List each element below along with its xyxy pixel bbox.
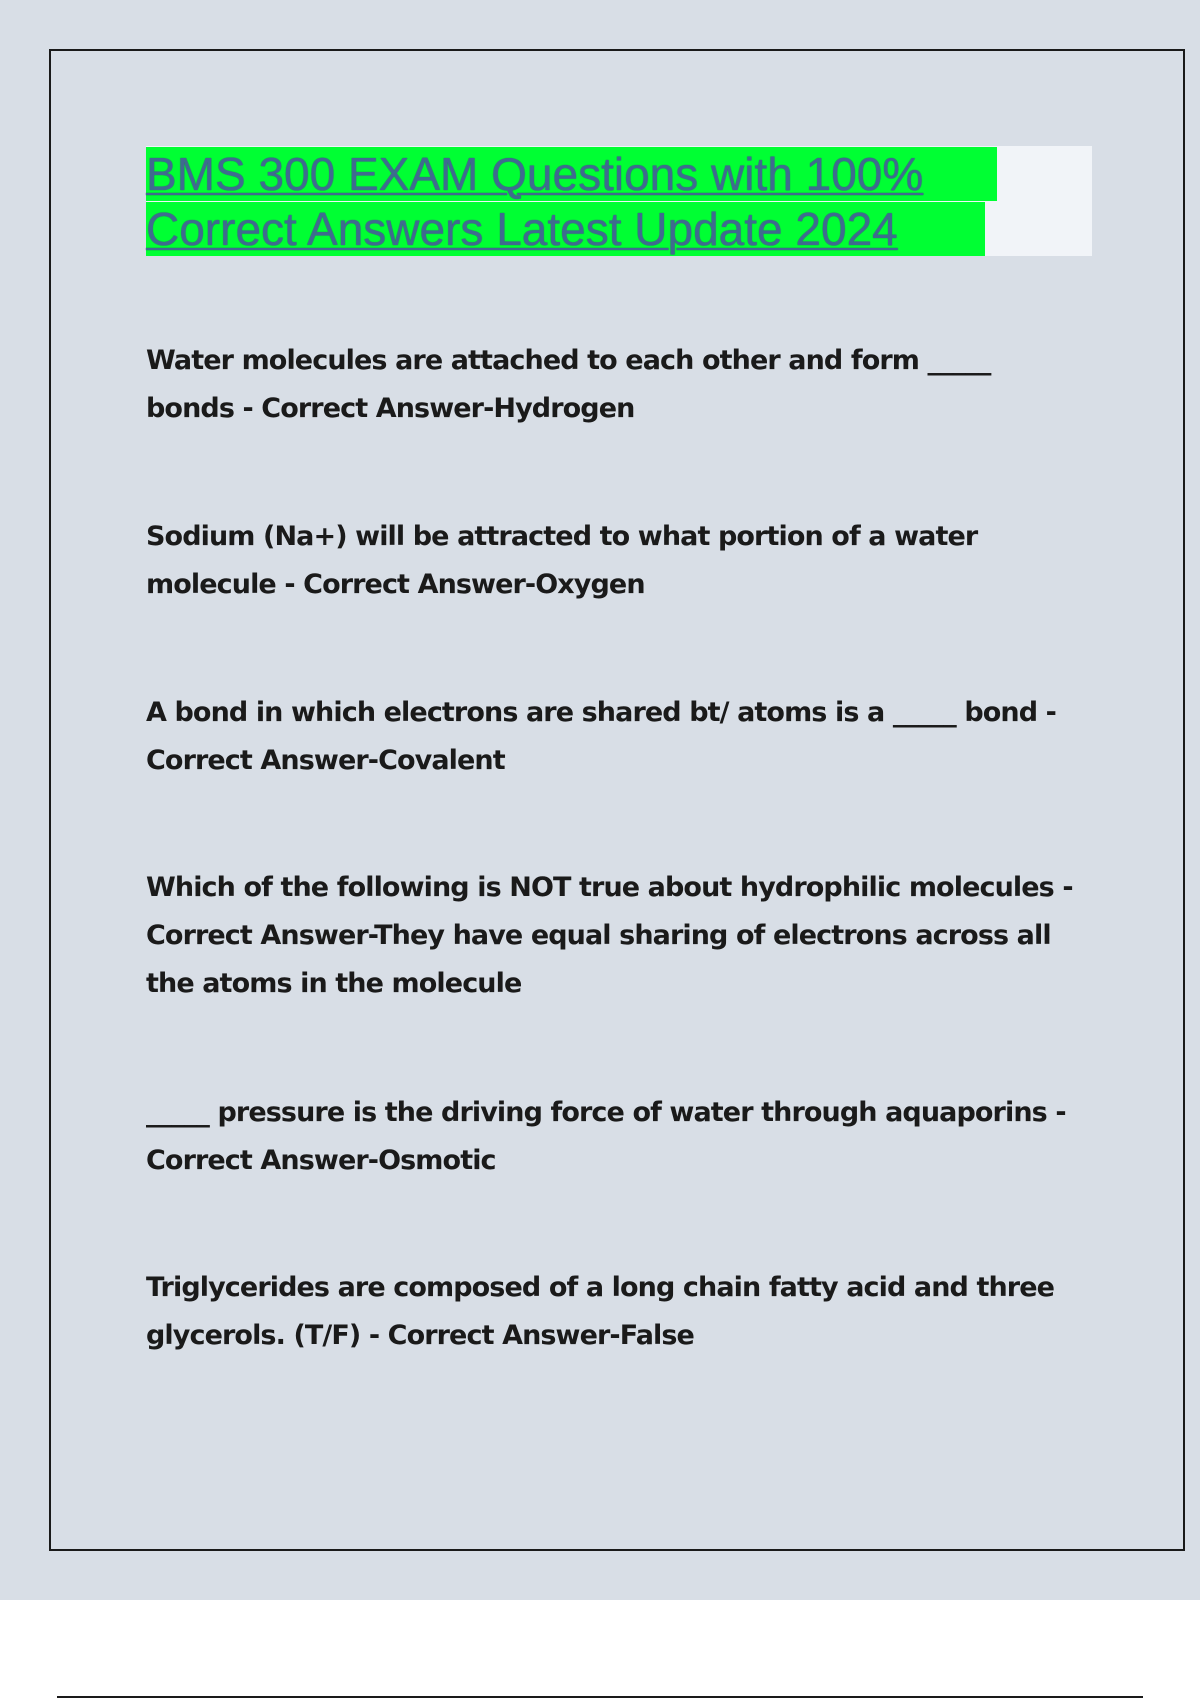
document-title-line-2: Correct Answers Latest Update 2024 — [146, 202, 985, 256]
qa-item: Water molecules are attached to each other and form _____ bonds - Correct Answer-Hydrogen — [146, 345, 991, 424]
qa-item: _____ pressure is the driving force of water through aquaporins - Correct Answer-Osmotic — [146, 1097, 1066, 1176]
qa-item: A bond in which electrons are shared bt/ atoms is a _____ bond - Correct Answer-Covalent — [146, 697, 1056, 776]
qa-item: Sodium (Na+) will be attracted to what portion of a water molecule - Correct Answer-Oxygen — [146, 521, 978, 600]
footer-divider — [57, 1696, 1143, 1698]
document-title-line-1: BMS 300 EXAM Questions with 100% — [146, 147, 997, 201]
qa-item: Triglycerides are composed of a long chain fatty acid and three glycerols. (T/F) - Correct Answer-False — [146, 1272, 1055, 1351]
qa-item: Which of the following is NOT true about hydrophilic molecules - Correct Answer-They have equal sharing of electrons across all the atoms in the molecule — [146, 872, 1073, 999]
